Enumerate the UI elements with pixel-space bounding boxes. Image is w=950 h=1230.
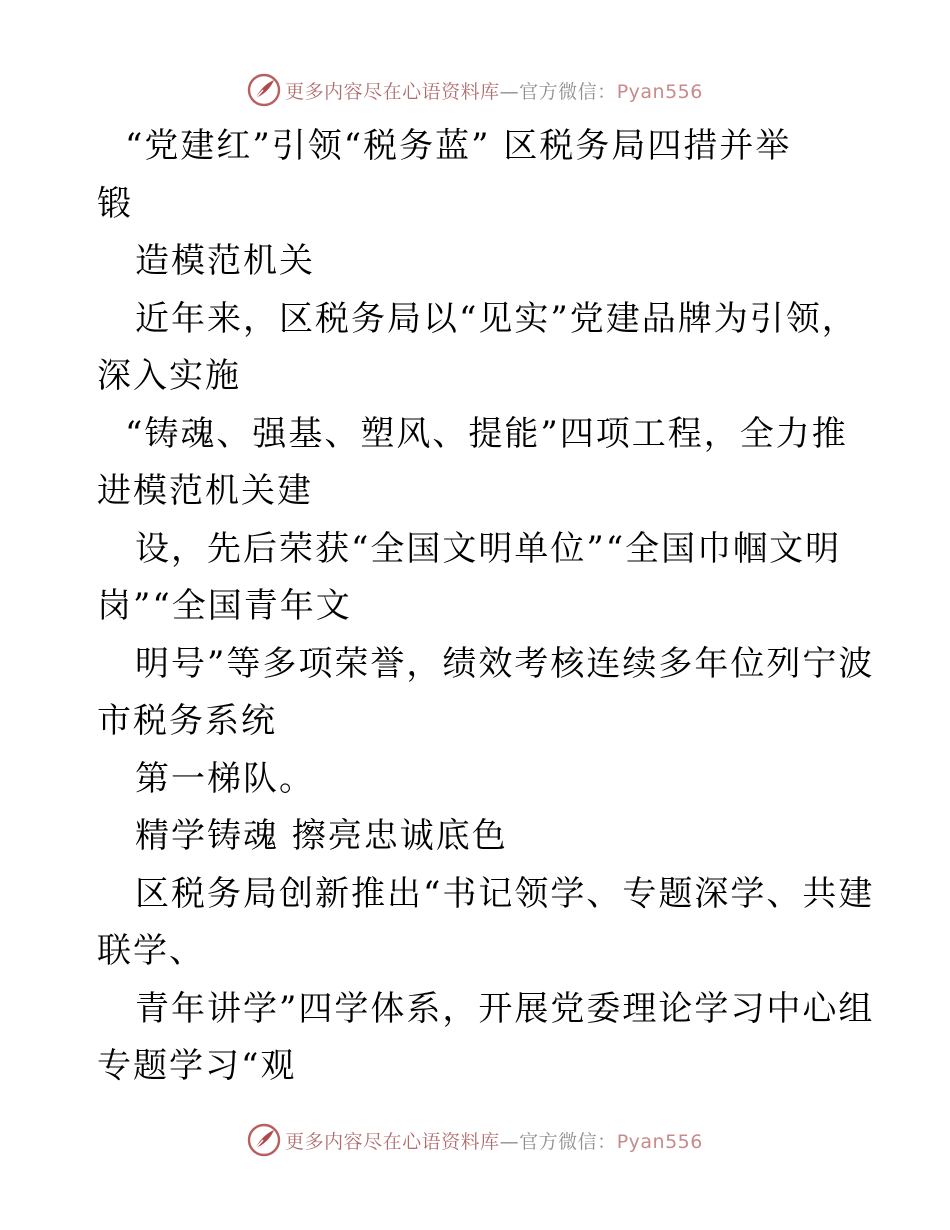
watermark-side: —官方微信：: [499, 1130, 617, 1153]
watermark-main: 更多内容尽在心语资料库: [285, 80, 500, 103]
paragraph-line: 市税务系统: [97, 701, 277, 741]
title-line-2: 锻: [97, 183, 133, 224]
section-heading: 精学铸魂 擦亮忠诚底色: [135, 816, 508, 856]
paragraph-line: 进模范机关建: [97, 471, 313, 511]
title-line-3: 造模范机关: [135, 241, 315, 281]
paragraph-line: 设，先后荣获“全国文明单位”“全国巾帼文明: [135, 528, 842, 569]
paragraph-line: 青年讲学”四学体系，开展党委理论学习中心组: [135, 988, 875, 1029]
paragraph-line: 联学、: [97, 931, 205, 971]
watermark-main: 更多内容尽在心语资料库: [285, 1130, 500, 1153]
watermark-side: —官方微信：: [499, 80, 617, 103]
watermark-text: [285, 1127, 703, 1154]
quill-logo-icon: [247, 73, 281, 107]
watermark-id: Pyan556: [616, 1130, 703, 1153]
watermark-text: [285, 77, 703, 104]
footer-watermark: [0, 1120, 950, 1160]
title-line-1: “党建红”引领“税务蓝” 区税务局四措并举: [125, 126, 792, 166]
paragraph-line: 明号”等多项荣誉，绩效考核连续多年位列宁波: [135, 643, 875, 684]
watermark-id: Pyan556: [616, 80, 703, 103]
paragraph-line: 第一梯队。: [135, 758, 315, 799]
paragraph-line: 近年来，区税务局以“见实”党建品牌为引领，: [135, 298, 858, 339]
paragraph-line: 专题学习“观: [97, 1046, 297, 1086]
paragraph-line: 岗”“全国青年文: [97, 586, 352, 626]
quill-logo-icon: [247, 1123, 281, 1157]
header-watermark: [0, 70, 950, 110]
paragraph-line: “铸魂、强基、塑风、提能”四项工程，全力推: [125, 413, 848, 454]
paragraph-line: 区税务局创新推出“书记领学、专题深学、共建: [135, 873, 875, 914]
document-body: [97, 118, 875, 1096]
paragraph-line: 深入实施: [97, 356, 241, 396]
